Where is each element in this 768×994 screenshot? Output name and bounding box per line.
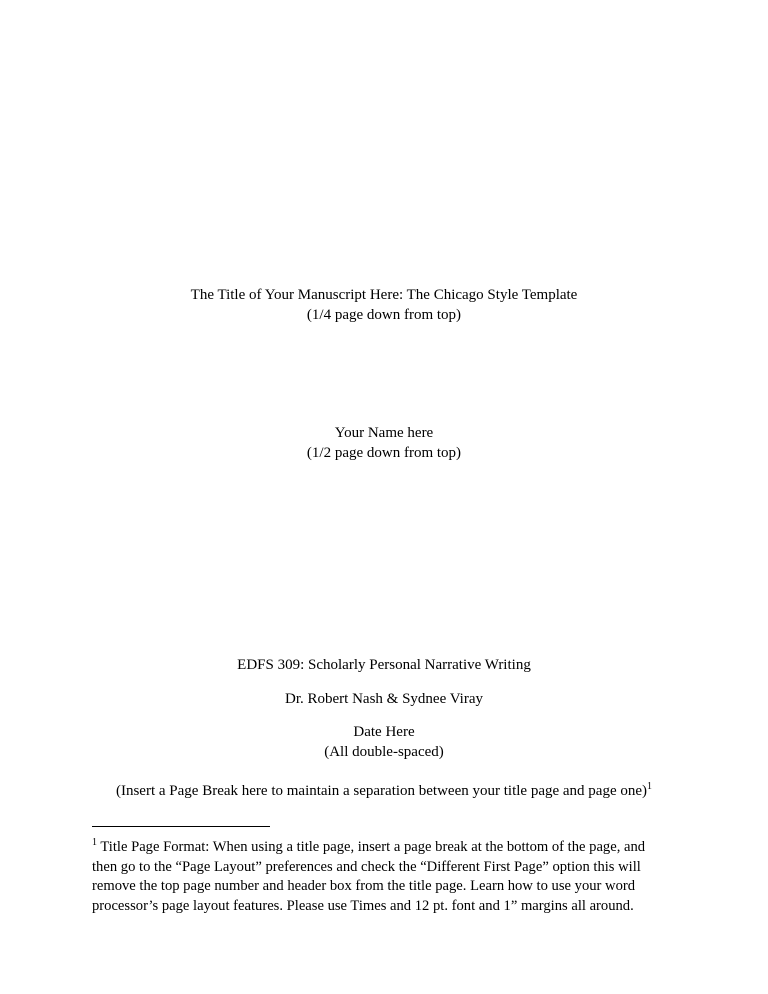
footnote-line-1-text: Title Page Format: When using a title page, insert a page break at the bottom of the page, and [97, 839, 646, 855]
footnote-line-3: remove the top page number and header box from the title page. Learn how to use your word [92, 878, 636, 895]
instructor-names: Dr. Robert Nash & Sydnee Viray [285, 691, 483, 707]
footnote-reference: 1 [647, 781, 653, 792]
course-title: EDFS 309: Scholarly Personal Narrative Writing [237, 657, 531, 673]
footnote-line-1 [92, 838, 676, 858]
footnote-separator [92, 826, 270, 827]
page-break-note [0, 781, 768, 801]
name-block [0, 423, 768, 463]
footnote-marker: 1 [92, 837, 97, 849]
footnote-line-2: then go to the “Page Layout” preferences and check the “Different First Page” option this will [92, 858, 641, 875]
footnote-line-4: processor’s page layout features. Please use Times and 12 pt. font and 1” margins all around. [92, 897, 634, 914]
title-position-note: (1/4 page down from top) [306, 307, 462, 323]
author-name: Your Name here [334, 425, 434, 441]
title-block [0, 285, 768, 325]
page-break-note-text: (Insert a Page Break here to maintain a separation between your title page and page one) [115, 783, 648, 799]
manuscript-title: The Title of Your Manuscript Here: The Chicago Style Template [190, 287, 578, 303]
date-block [0, 722, 768, 762]
spacing-note: (All double-spaced) [324, 744, 444, 760]
footnote [92, 838, 676, 916]
name-position-note: (1/2 page down from top) [306, 445, 462, 461]
date-text: Date Here [353, 724, 415, 740]
